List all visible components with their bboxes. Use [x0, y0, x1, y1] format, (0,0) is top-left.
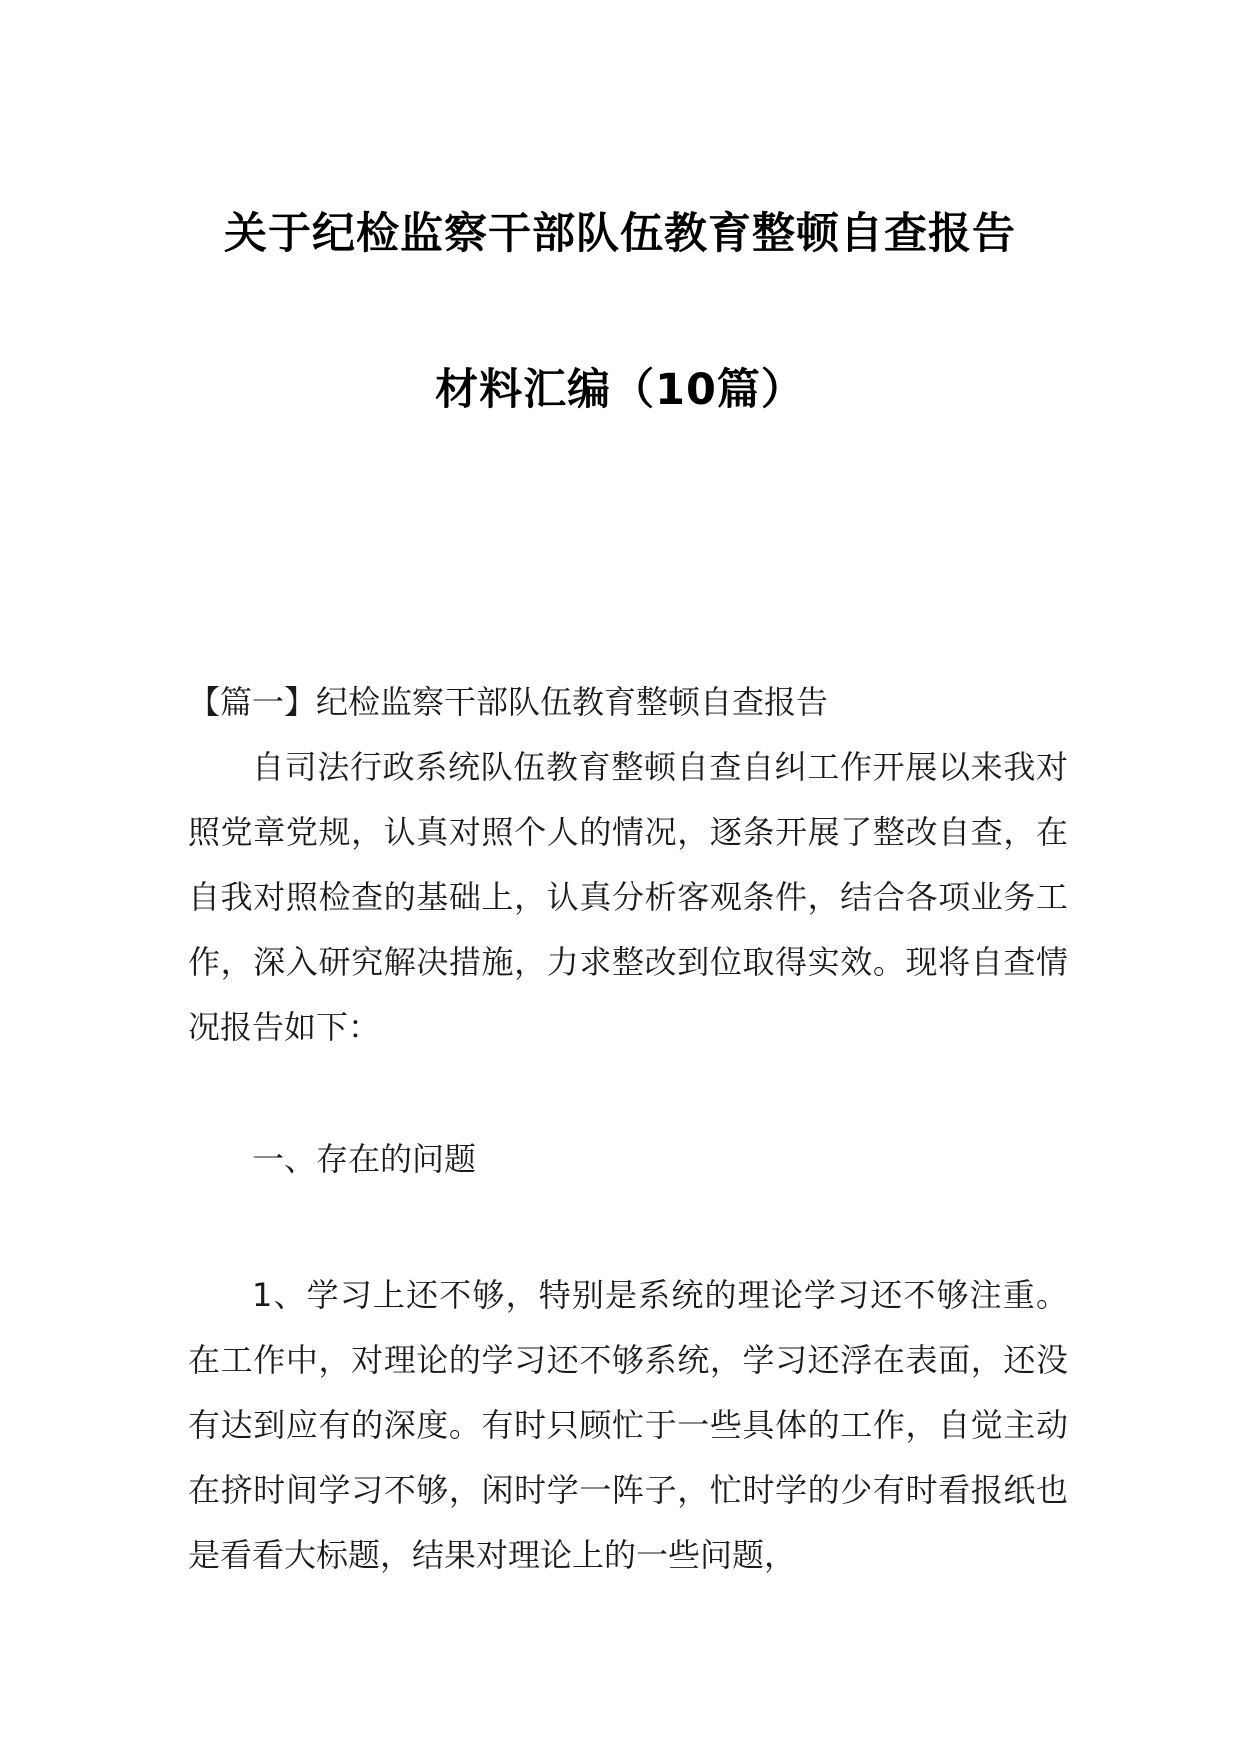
section-heading: 【篇一】纪检监察干部队伍教育整顿自查报告 — [188, 683, 829, 721]
point-1-paragraph: 1、学习上还不够，特别是系统的理论学习还不够注重。在工作中，对理论的学习还不够系统，学习还浮在表面，还没有达到应有的深度。有时只顾忙于一些具体的工作，自觉主动在挤时间学习不够，闲时学一阵子，忙时学的少有时看报纸也是看看大标题，结果对理论上的一些问题， — [188, 1276, 1068, 1574]
document-title-line-2: 材料汇编（10篇） — [435, 365, 805, 415]
intro-paragraph: 自司法行政系统队伍教育整顿自查自纠工作开展以来我对照党章党规，认真对照个人的情况，逐条开展了整改自查，在自我对照检查的基础上，认真分析客观条件，结合各项业务工作，深入研究解决措施，力求整改到位取得实效。现将自查情况报告如下： — [188, 748, 1068, 1046]
document-title-line-1: 关于纪检监察干部队伍教育整顿自查报告 — [224, 209, 1016, 259]
subheading-problems: 一、存在的问题 — [252, 1140, 477, 1178]
